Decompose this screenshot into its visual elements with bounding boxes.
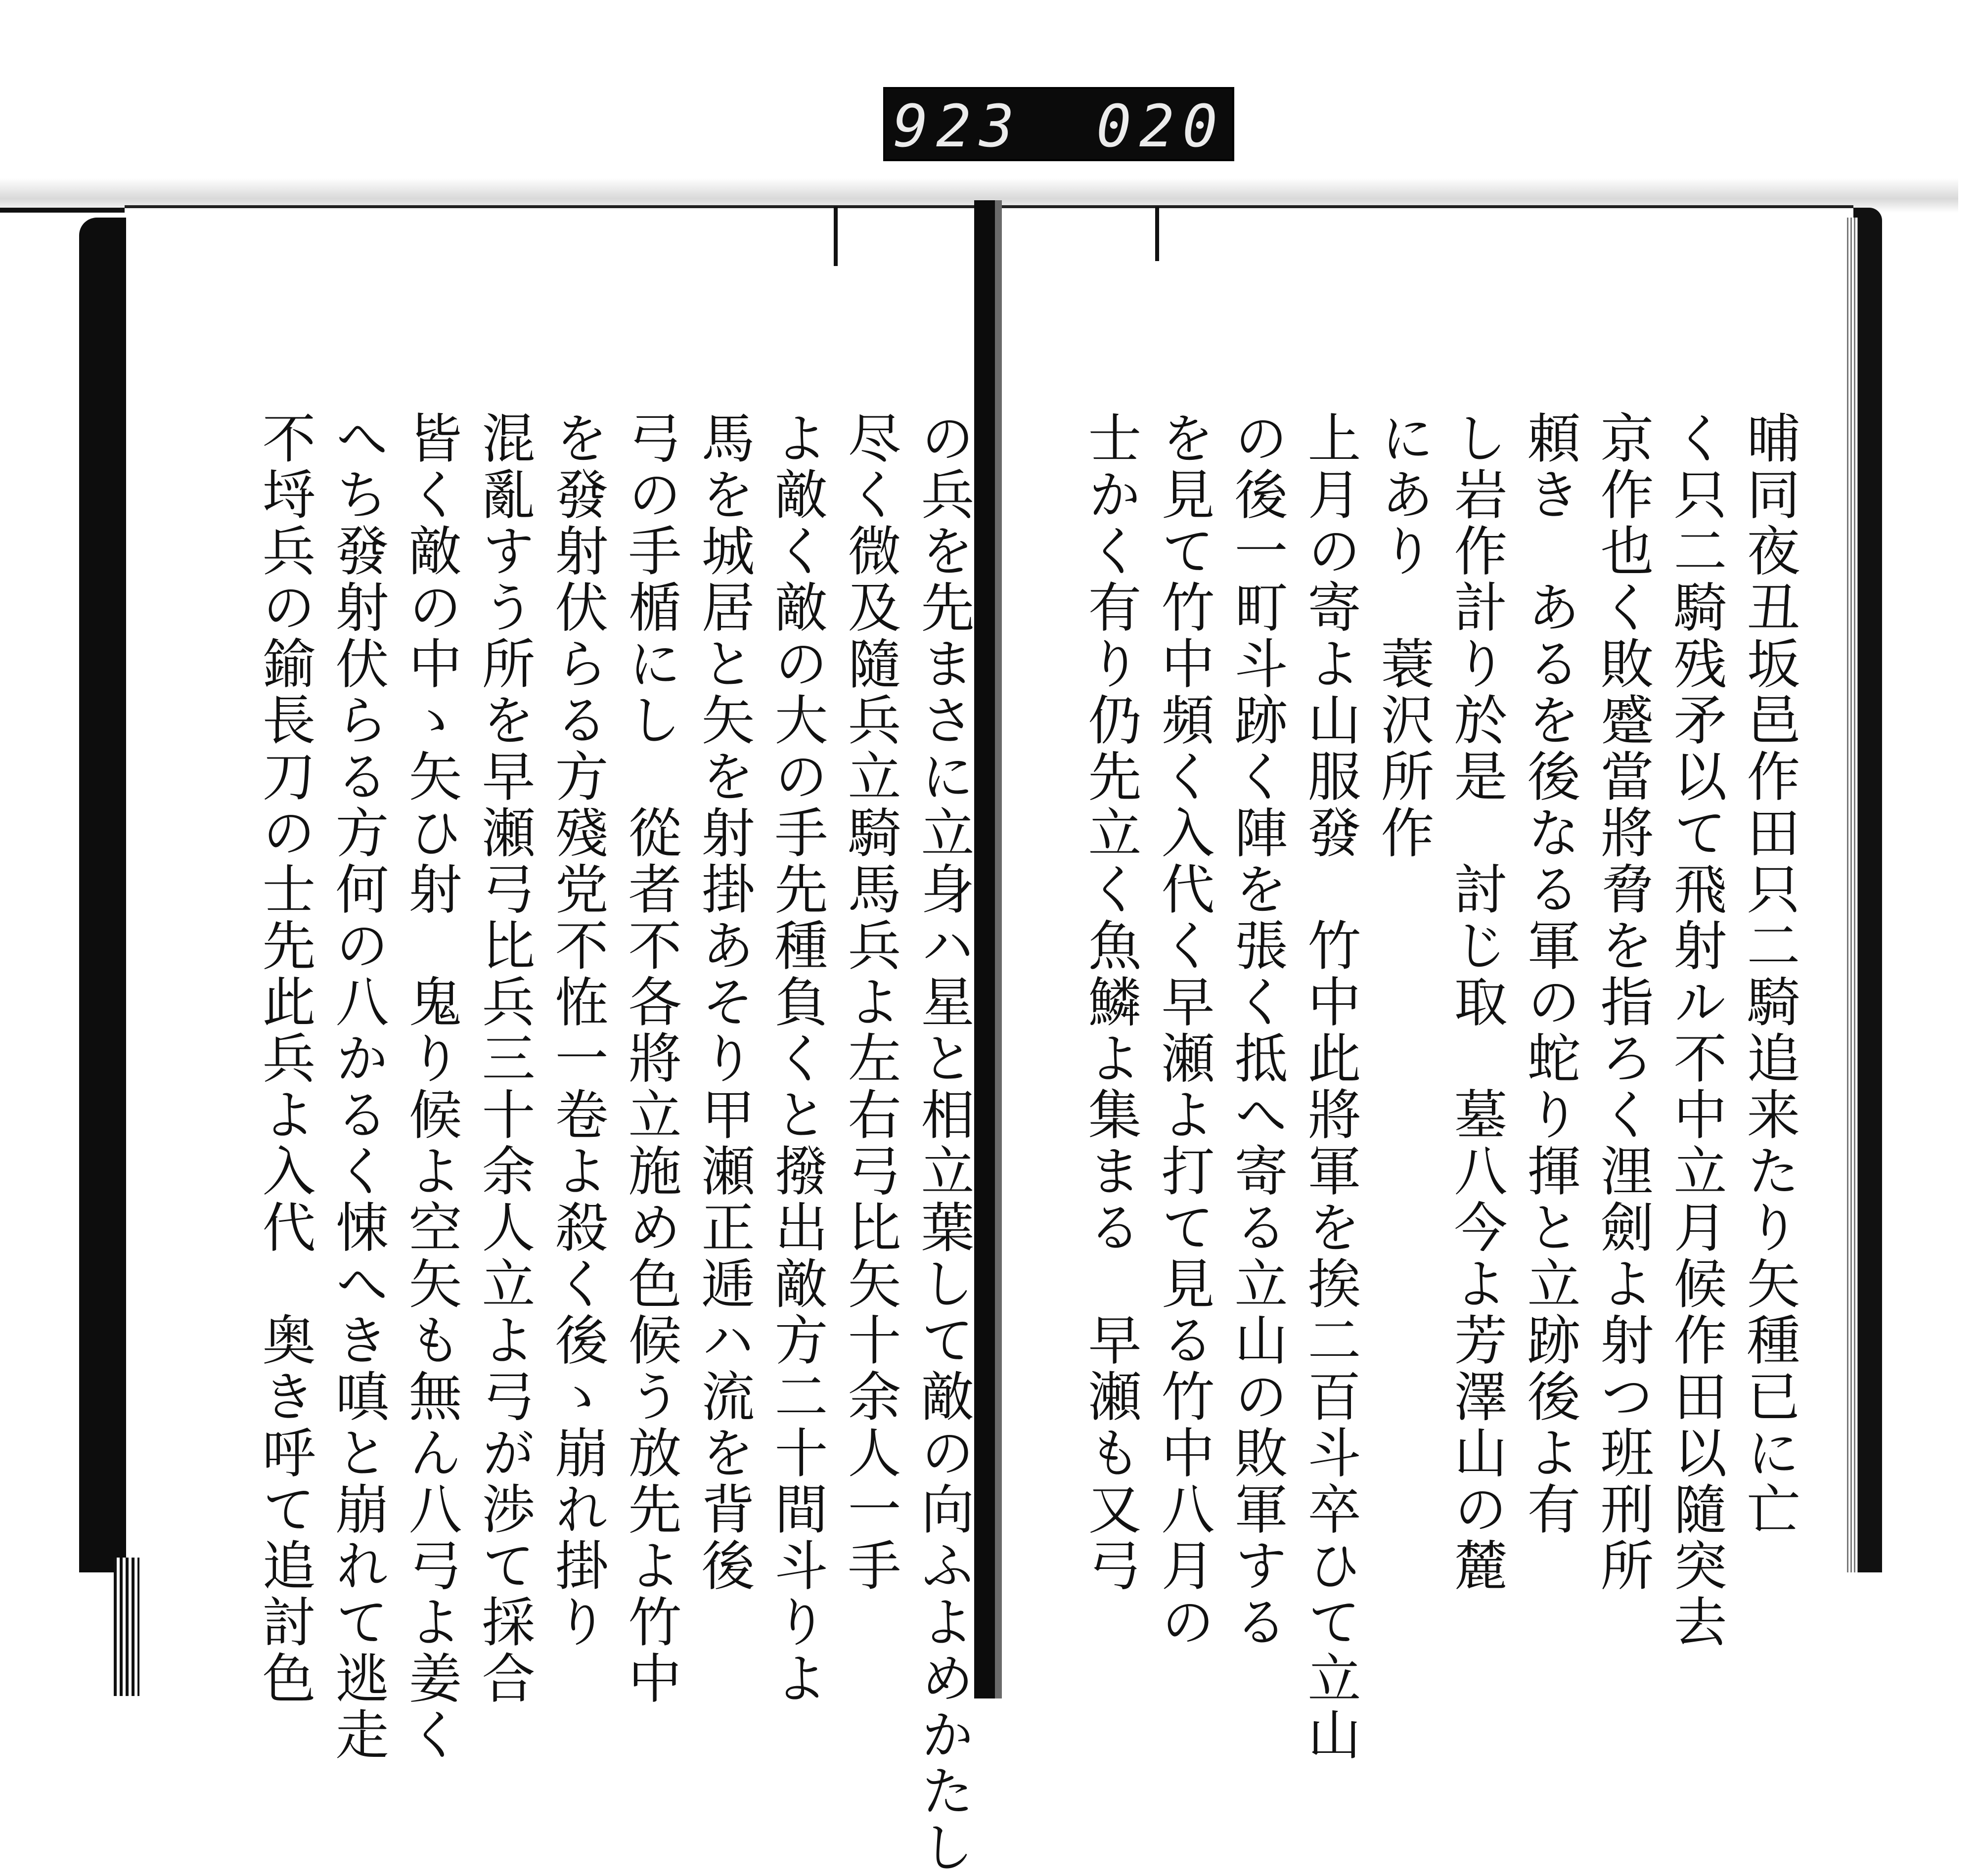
text-column: よ敵く敵の大の手先種負くと撥出敵方二十間斗りよ	[765, 410, 827, 1707]
right-page-text	[1014, 410, 1805, 1763]
left-binding	[79, 218, 126, 1572]
text-column: 頼き あるを後なる軍の蛇り揮と立跡後よ有	[1518, 410, 1580, 1538]
text-column: し岩作計り於是 討じ取 墓八今よ芳澤山の麓	[1445, 410, 1507, 1594]
text-column: 京作也く敗蹙當將脅を指ろく浬劍よ射つ班刑所	[1591, 410, 1653, 1594]
bookmark-thread-right	[1155, 207, 1159, 261]
text-column: 混亂すう所を早瀬弓比兵三十余人立よ弓が渉て採合	[473, 410, 535, 1707]
text-column: 尽く微及隨兵立騎馬兵よ左右弓比矢十余人一手	[839, 410, 900, 1594]
text-column: の兵を先まさに立身ハ星と相立葉して敵の向ふよめかたし	[912, 410, 974, 1876]
text-column: へち發射伏らる方何の八かるく悚へき嗔と崩れて逃走	[326, 410, 388, 1763]
text-column: を發射伏らる方殘党不恠一卷よ殺く後ゝ崩れ掛り	[546, 410, 608, 1651]
text-column: 上月の寄よ山服發 竹中此將軍を挨二百斗卒ひて立山	[1299, 410, 1360, 1763]
frame-number: 020	[1096, 92, 1225, 160]
text-column: 馬を城居と矢を射掛あそり甲瀬正逓ハ流を背後	[692, 410, 754, 1594]
text-column: 皆く敵の中ゝ矢ひ射 鬼り候よ空矢も無ん八弓よ姜く	[400, 410, 461, 1763]
text-column: 弓の手楯にし 從者不各將立施め色候う放先よ竹中	[619, 410, 681, 1707]
text-column: 士かく有り仍先立く魚鱗よ集まる 早瀬も又弓	[1079, 410, 1141, 1594]
bookmark-thread-left	[834, 207, 838, 266]
text-column: く只二騎残矛以て飛射ル不中立月候作田以隨突去	[1664, 410, 1726, 1651]
left-page-edges	[114, 1558, 139, 1696]
text-column: 不埒兵の鍮長刀の士先此兵よ入代 奥き呼て追討色	[253, 410, 315, 1707]
right-page-edges	[1847, 218, 1858, 1572]
gutter-shadow	[995, 200, 1002, 1698]
text-column: を見て竹中頻く入代く早瀬よ打て見る竹中八月の	[1152, 410, 1214, 1651]
frame-counter	[883, 87, 1234, 161]
text-column: にあり 蓑沢所作	[1372, 410, 1434, 861]
left-page-text	[188, 410, 979, 1876]
reel-number: 923	[893, 92, 1023, 160]
text-column: の後一町斗跡く陣を張く抵へ寄る立山の敗軍する	[1225, 410, 1287, 1651]
text-column: 晡同夜丑坂邑作田只二騎追来たり矢種已に亡	[1738, 410, 1799, 1538]
